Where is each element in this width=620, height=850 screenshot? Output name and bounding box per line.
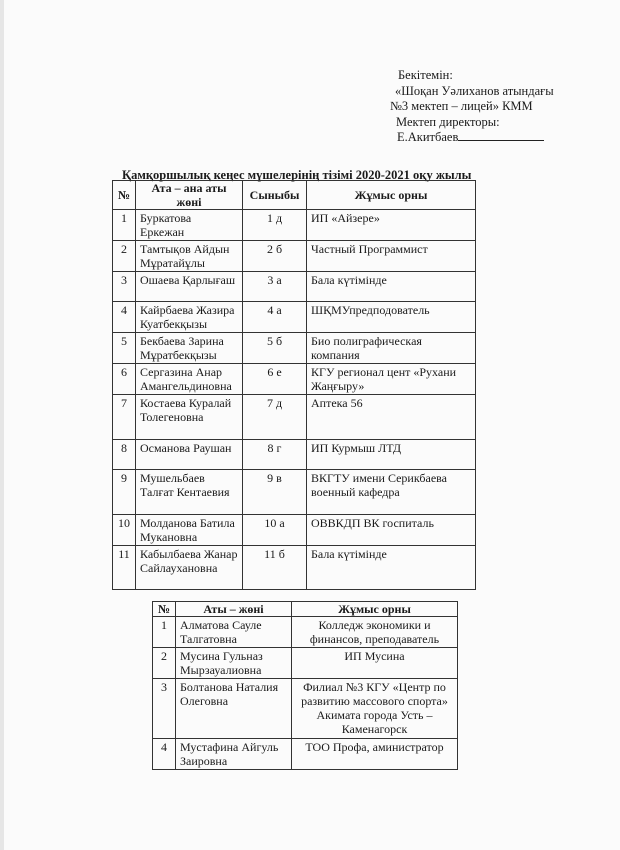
approval-line-2: «Шоқан Уәлиханов атындағы	[395, 83, 554, 98]
table-row	[113, 272, 476, 302]
approval-block	[387, 68, 554, 146]
row-member-name: Алматова Сауле Талгатовна	[176, 617, 292, 648]
approval-line-1: Бекітемін:	[398, 68, 453, 82]
table-row	[153, 617, 458, 648]
table-header-row	[113, 181, 476, 210]
row-number: 1	[153, 617, 176, 648]
table-row	[113, 395, 476, 440]
row-number: 2	[153, 648, 176, 679]
table-row	[113, 470, 476, 515]
table-row	[113, 210, 476, 241]
approval-line-4: Мектеп директоры:	[396, 114, 500, 129]
row-workplace: КГУ регионал цент «Рухани Жаңғыру»	[307, 364, 476, 395]
page-edge	[0, 0, 4, 850]
row-number: 4	[113, 302, 136, 333]
table-header-row	[153, 602, 458, 617]
row-workplace: Филиал №3 КГУ «Центр по развитию массового спорта» Акимата города Усть – Каменагорск	[292, 679, 458, 739]
row-workplace: Колледж экономики и финансов, преподаватель	[292, 617, 458, 648]
row-number: 4	[153, 739, 176, 770]
row-member-name: Болтанова Наталия Олеговна	[176, 679, 292, 739]
row-number: 10	[113, 515, 136, 546]
row-workplace: Бала күтімінде	[307, 546, 476, 590]
director-name: Е.Акитбаев	[397, 130, 459, 144]
col-header-name: Аты – жөні	[176, 602, 292, 617]
row-number: 6	[113, 364, 136, 395]
row-member-name: Мусина Гульназ Мырзауалиовна	[176, 648, 292, 679]
row-parent-name: Кабылбаева Жанар Сайлаухановна	[136, 546, 243, 590]
row-number: 8	[113, 440, 136, 470]
row-class: 4 а	[243, 302, 307, 333]
row-parent-name: Османова Раушан	[136, 440, 243, 470]
row-parent-name: Молданова Батила Мукановна	[136, 515, 243, 546]
approval-line-3: №3 мектеп – лицей» КММ	[390, 99, 533, 113]
row-number: 2	[113, 241, 136, 272]
row-class: 9 в	[243, 470, 307, 515]
row-workplace: ШҚМУпредподователь	[307, 302, 476, 333]
col-header-workplace: Жұмыс орны	[307, 181, 476, 210]
table-row	[113, 333, 476, 364]
council-members-table	[152, 601, 458, 770]
parents-council-table	[112, 180, 476, 590]
row-number: 11	[113, 546, 136, 590]
table-row	[113, 364, 476, 395]
row-workplace: Бала күтімінде	[307, 272, 476, 302]
row-class: 3 а	[243, 272, 307, 302]
table-row	[113, 302, 476, 333]
col-header-number: №	[153, 602, 176, 617]
row-workplace: ТОО Профа, аминистратор	[292, 739, 458, 770]
document-title: Қамқоршылық кеңес мүшелерінің тізімі 2020-2021 оқу жылы	[122, 168, 472, 182]
row-workplace: Био полиграфическая компания	[307, 333, 476, 364]
row-number: 3	[153, 679, 176, 739]
row-parent-name: Ошаева Қарлығаш	[136, 272, 243, 302]
row-parent-name: Тамтықов Айдын Мұратайұлы	[136, 241, 243, 272]
col-header-name: Ата – ана аты жөні	[136, 181, 243, 210]
row-class: 11 б	[243, 546, 307, 590]
row-workplace: Частный Программист	[307, 241, 476, 272]
table-row	[113, 515, 476, 546]
row-parent-name: Костаева Куралай Толегеновна	[136, 395, 243, 440]
row-number: 9	[113, 470, 136, 515]
row-parent-name: Буркатова Еркежан	[136, 210, 243, 241]
row-class: 10 а	[243, 515, 307, 546]
row-class: 6 е	[243, 364, 307, 395]
row-parent-name: Мушельбаев Талғат Кентаевия	[136, 470, 243, 515]
signature-underline	[458, 130, 544, 141]
row-class: 2 б	[243, 241, 307, 272]
row-class: 8 г	[243, 440, 307, 470]
row-workplace: ИП «Айзере»	[307, 210, 476, 241]
table-row	[153, 739, 458, 770]
row-class: 5 б	[243, 333, 307, 364]
col-header-workplace: Жұмыс орны	[292, 602, 458, 617]
row-parent-name: Кайрбаева Жазира Куатбекқызы	[136, 302, 243, 333]
row-parent-name: Сергазина Анар Амангельдиновна	[136, 364, 243, 395]
row-number: 7	[113, 395, 136, 440]
row-member-name: Мустафина Айгуль Заировна	[176, 739, 292, 770]
table-row	[113, 241, 476, 272]
row-workplace: Аптека 56	[307, 395, 476, 440]
row-workplace: ОВВКДП ВК госпиталь	[307, 515, 476, 546]
row-number: 5	[113, 333, 136, 364]
approval-signature-line	[387, 130, 554, 146]
row-number: 3	[113, 272, 136, 302]
row-workplace: ВКГТУ имени Серикбаева военный кафедра	[307, 470, 476, 515]
table-row	[113, 440, 476, 470]
row-workplace: ИП Курмыш ЛТД	[307, 440, 476, 470]
row-class: 7 д	[243, 395, 307, 440]
row-class: 1 д	[243, 210, 307, 241]
col-header-class: Сыныбы	[243, 181, 307, 210]
col-header-number: №	[113, 181, 136, 210]
row-number: 1	[113, 210, 136, 241]
table-row	[113, 546, 476, 590]
table-row	[153, 679, 458, 739]
row-parent-name: Бекбаева Зарина Мұратбекқызы	[136, 333, 243, 364]
table-row	[153, 648, 458, 679]
row-workplace: ИП Мусина	[292, 648, 458, 679]
